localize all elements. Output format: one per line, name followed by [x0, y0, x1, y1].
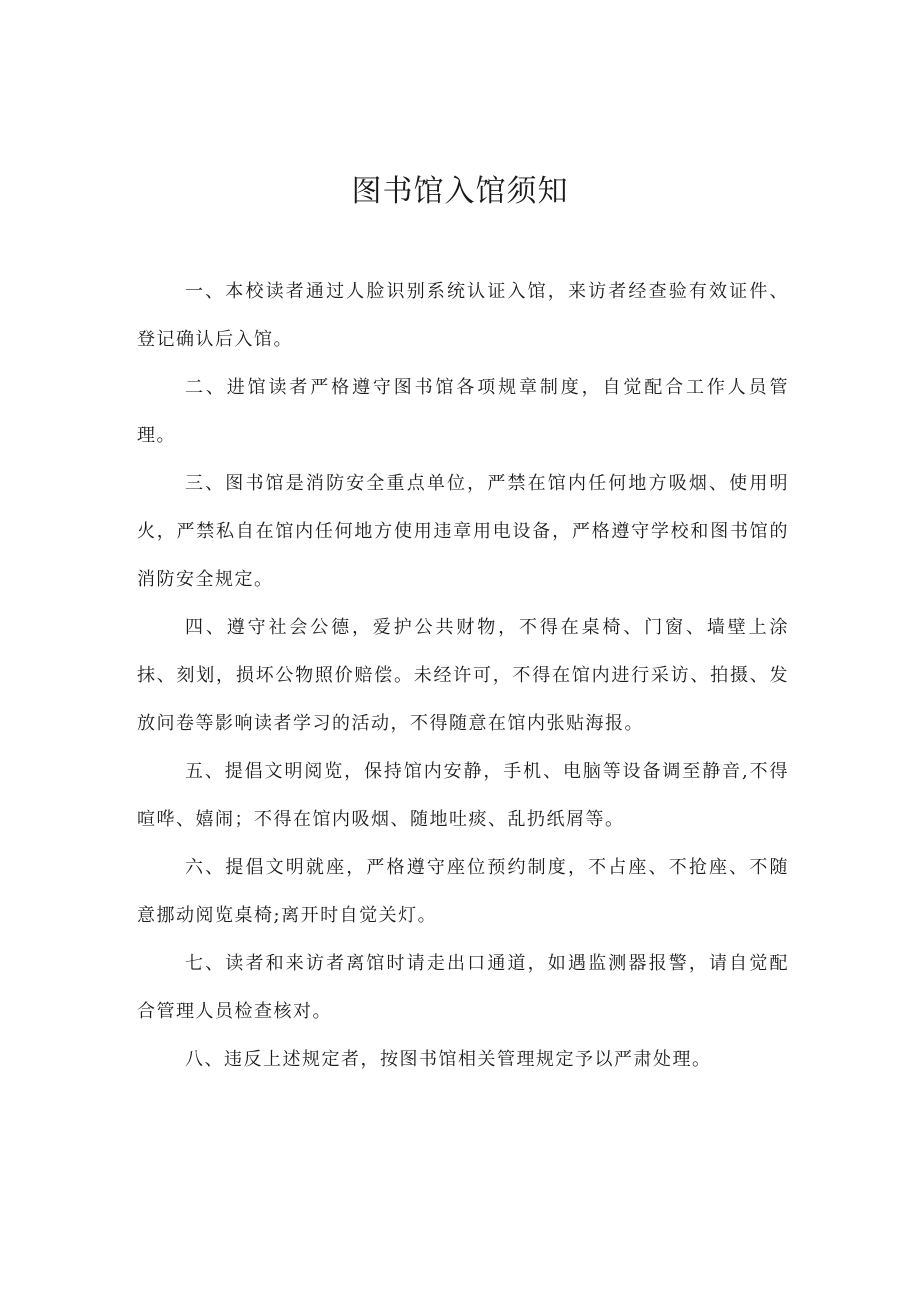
rule-item-8: 八、违反上述规定者，按图书馆相关管理规定予以严肃处理。 — [185, 1049, 712, 1070]
rules-list — [137, 268, 789, 1084]
page-title: 图书馆入馆须知 — [351, 174, 569, 209]
rule-item-5: 五、提倡文明阅览，保持馆内安静，手机、电脑等设备调至静音,不得喧哗、嬉闹；不得在馆内吸烟、随地吐痰、乱扔纸屑等。 — [137, 761, 789, 830]
rule-item-7: 七、读者和来访者离馆时请走出口通道，如遇监测器报警，请自觉配合管理人员检查核对。 — [137, 953, 789, 1022]
rule-item-6: 六、提倡文明就座，严格遵守座位预约制度，不占座、不抢座、不随意挪动阅览桌椅;离开时自觉关灯。 — [137, 857, 789, 926]
rule-item-4: 四、遵守社会公德，爱护公共财物，不得在桌椅、门窗、墙壁上涂抹、刻划，损坏公物照价赔偿。未经许可，不得在馆内进行采访、拍摄、发放问卷等影响读者学习的活动，不得随意在馆内张贴海报。 — [137, 617, 789, 734]
rule-item-2: 二、进馆读者严格遵守图书馆各项规章制度，自觉配合工作人员管理。 — [137, 377, 789, 446]
rule-item-1: 一、本校读者通过人脸识别系统认证入馆，来访者经查验有效证件、登记确认后入馆。 — [137, 281, 789, 350]
rule-item-3: 三、图书馆是消防安全重点单位，严禁在馆内任何地方吸烟、使用明火，严禁私自在馆内任何地方使用违章用电设备，严格遵守学校和图书馆的消防安全规定。 — [137, 473, 789, 590]
